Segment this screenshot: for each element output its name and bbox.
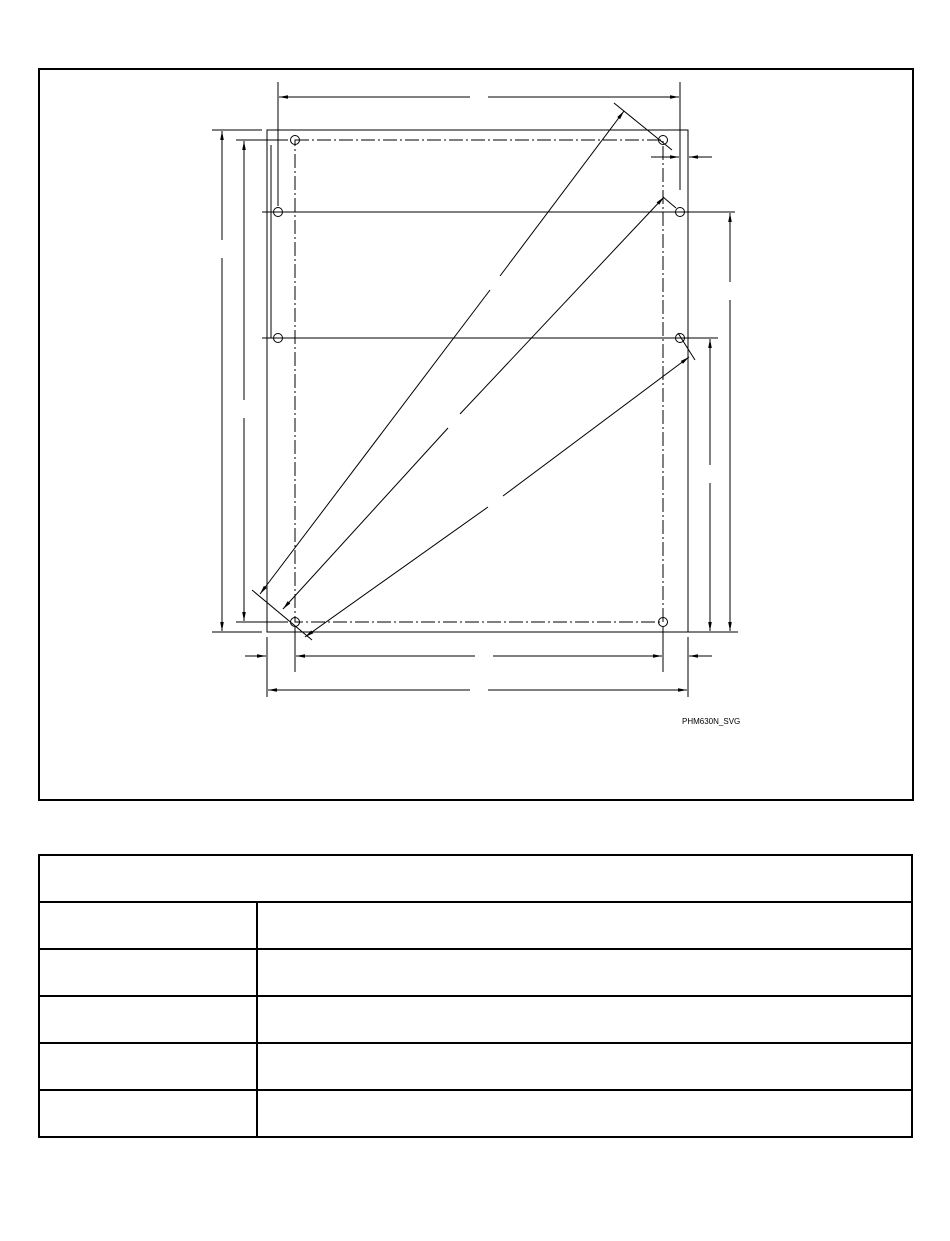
diagonal-dimension: [503, 357, 689, 496]
diagonal-extension: [678, 333, 695, 360]
table-cell-value: [257, 949, 912, 996]
table-cell-value: [257, 902, 912, 949]
diagonal-dimension: [305, 507, 488, 637]
table-cell-label: [39, 996, 257, 1043]
table-title: [39, 855, 912, 902]
figure-id-label: PHM630N_SVG: [682, 717, 741, 726]
diagonal-extension: [663, 197, 676, 208]
table-cell-label: [39, 949, 257, 996]
table-title-row: [39, 855, 912, 902]
diagonal-dimension: [460, 197, 664, 414]
diagonal-extension: [614, 103, 672, 150]
table-cell-value: [257, 1090, 912, 1137]
table-cell-label: [39, 1090, 257, 1137]
dimension-table: [38, 854, 913, 1138]
table-row: [39, 902, 912, 949]
table-row: [39, 949, 912, 996]
table-row: [39, 996, 912, 1043]
table-row: [39, 1090, 912, 1137]
table-cell-value: [257, 1043, 912, 1090]
table-cell-label: [39, 1043, 257, 1090]
table-row: [39, 1043, 912, 1090]
table-cell-value: [257, 996, 912, 1043]
table-cell-label: [39, 902, 257, 949]
diagonal-dimension: [500, 111, 624, 276]
